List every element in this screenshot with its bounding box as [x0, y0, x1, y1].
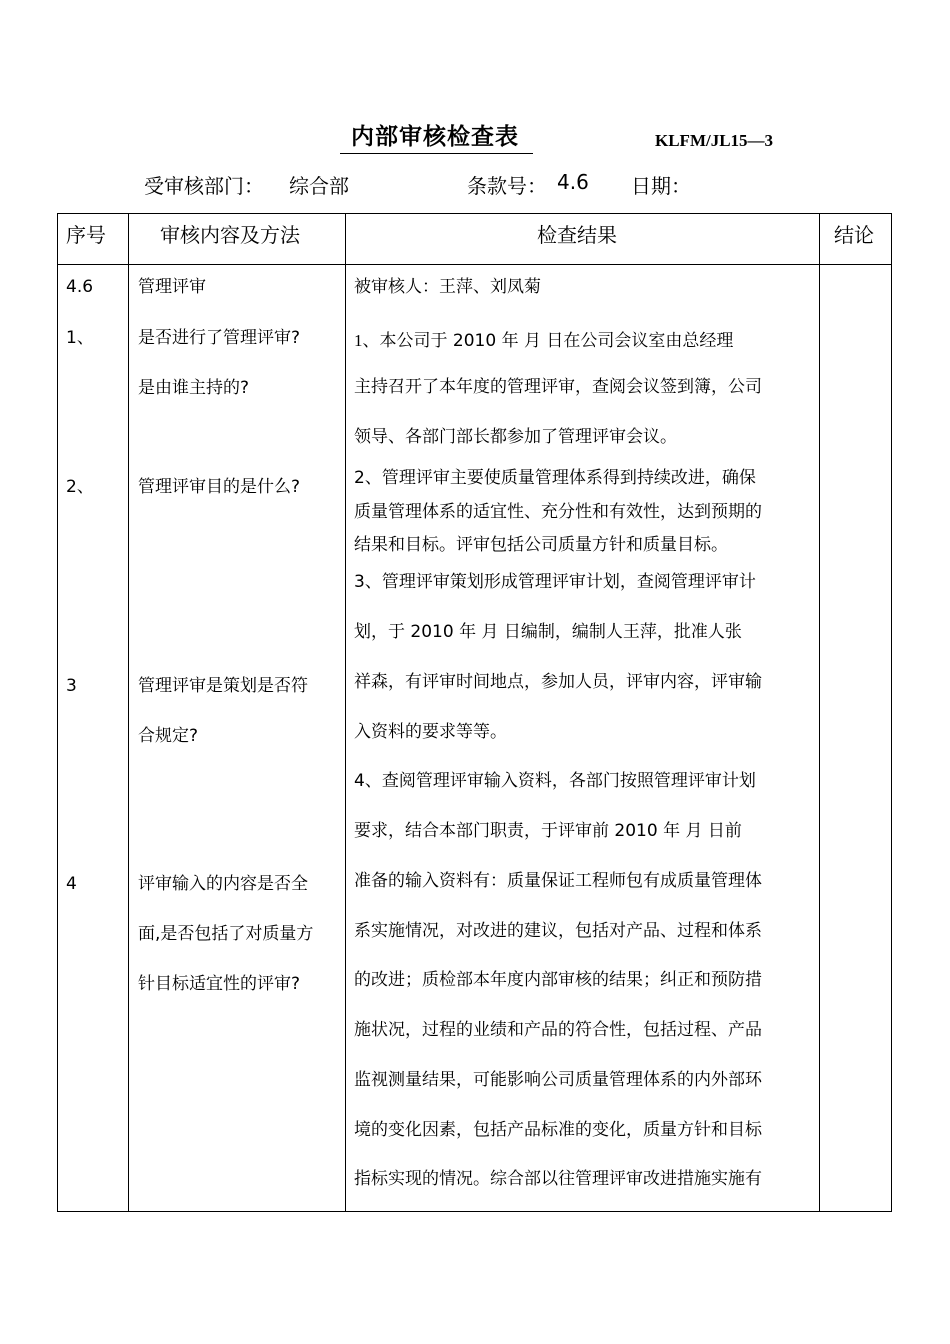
audit-content-line: 评审输入的内容是否全 — [138, 874, 308, 894]
result-line-prefix: 1 — [354, 331, 363, 350]
result-line: 质量管理体系的适宜性、充分性和有效性，达到预期的 — [354, 502, 762, 522]
result-line: 要求，结合本部门职责，于评审前 2010 年 月 日前 — [354, 821, 742, 841]
result-line: 入资料的要求等等。 — [354, 722, 507, 742]
department-value: 综合部 — [289, 174, 349, 198]
result-line — [354, 330, 733, 352]
column-header-result: 检查结果 — [537, 223, 617, 247]
audit-content-line: 管理评审 — [138, 277, 206, 297]
row-number: 2、 — [66, 477, 94, 497]
title-underline — [340, 153, 533, 154]
row-number: 4.6 — [66, 277, 94, 297]
table-header-divider — [57, 264, 892, 265]
result-line: 的改进；质检部本年度内部审核的结果；纠正和预防措 — [354, 970, 762, 990]
document-number: KLFM/JL15—3 — [655, 131, 774, 150]
date-label: 日期： — [631, 174, 691, 198]
table-border-right — [891, 213, 892, 1212]
result-line: 祥森，有评审时间地点，参加人员，评审内容，评审输 — [354, 672, 762, 692]
table-col-divider-3 — [819, 213, 820, 1212]
result-line: 4、查阅管理评审输入资料，各部门按照管理评审计划 — [354, 771, 756, 791]
result-line-text: 、本公司于 2010 年 月 日在公司会议室由总经理 — [362, 331, 734, 351]
result-line: 监视测量结果，可能影响公司质量管理体系的内外部环 — [354, 1070, 762, 1090]
result-line: 指标实现的情况。综合部以往管理评审改进措施实施有 — [354, 1169, 762, 1189]
row-number: 4 — [66, 874, 77, 894]
document-title: 内部审核检查表 — [351, 124, 519, 150]
result-line: 系实施情况，对改进的建议，包括对产品、过程和体系 — [354, 921, 762, 941]
audit-content-line: 管理评审目的是什么? — [138, 477, 301, 497]
audit-content-line: 是否进行了管理评审? — [138, 328, 301, 348]
column-header-conclusion: 结论 — [834, 223, 874, 247]
result-line: 准备的输入资料有：质量保证工程师包有成质量管理体 — [354, 871, 762, 891]
audit-content-line: 合规定? — [138, 726, 199, 746]
result-line: 境的变化因素，包括产品标准的变化，质量方针和目标 — [354, 1120, 762, 1140]
result-line: 3、管理评审策划形成管理评审计划，查阅管理评审计 — [354, 572, 756, 592]
result-line: 结果和目标。评审包括公司质量方针和质量目标。 — [354, 535, 728, 555]
audit-content-line: 针目标适宜性的评审? — [138, 974, 301, 994]
result-line: 主持召开了本年度的管理评审，查阅会议签到簿，公司 — [354, 377, 762, 397]
row-number: 1、 — [66, 328, 94, 348]
clause-value: 4.6 — [557, 170, 589, 194]
table-col-divider-2 — [345, 213, 346, 1212]
result-line: 2、管理评审主要使质量管理体系得到持续改进，确保 — [354, 468, 756, 488]
result-line: 领导、各部门部长都参加了管理评审会议。 — [354, 427, 677, 447]
column-header-no: 序号 — [66, 223, 106, 247]
result-line: 被审核人：王萍、刘凤菊 — [354, 277, 541, 297]
table-bottom-border — [57, 1211, 892, 1212]
audit-content-line: 面,是否包括了对质量方 — [138, 924, 314, 944]
column-header-content: 审核内容及方法 — [160, 223, 300, 247]
result-line: 施状况，过程的业绩和产品的符合性，包括过程、产品 — [354, 1020, 762, 1040]
table-border-left — [57, 213, 58, 1212]
row-number: 3 — [66, 676, 77, 696]
audit-content-line: 是由谁主持的? — [138, 378, 250, 398]
result-line: 划，于 2010 年 月 日编制，编制人王萍，批准人张 — [354, 622, 742, 642]
department-label: 受审核部门： — [144, 174, 264, 198]
audit-content-line: 管理评审是策划是否符 — [138, 676, 308, 696]
table-top-border — [57, 213, 892, 214]
clause-label: 条款号： — [467, 174, 547, 198]
table-col-divider-1 — [128, 213, 129, 1212]
